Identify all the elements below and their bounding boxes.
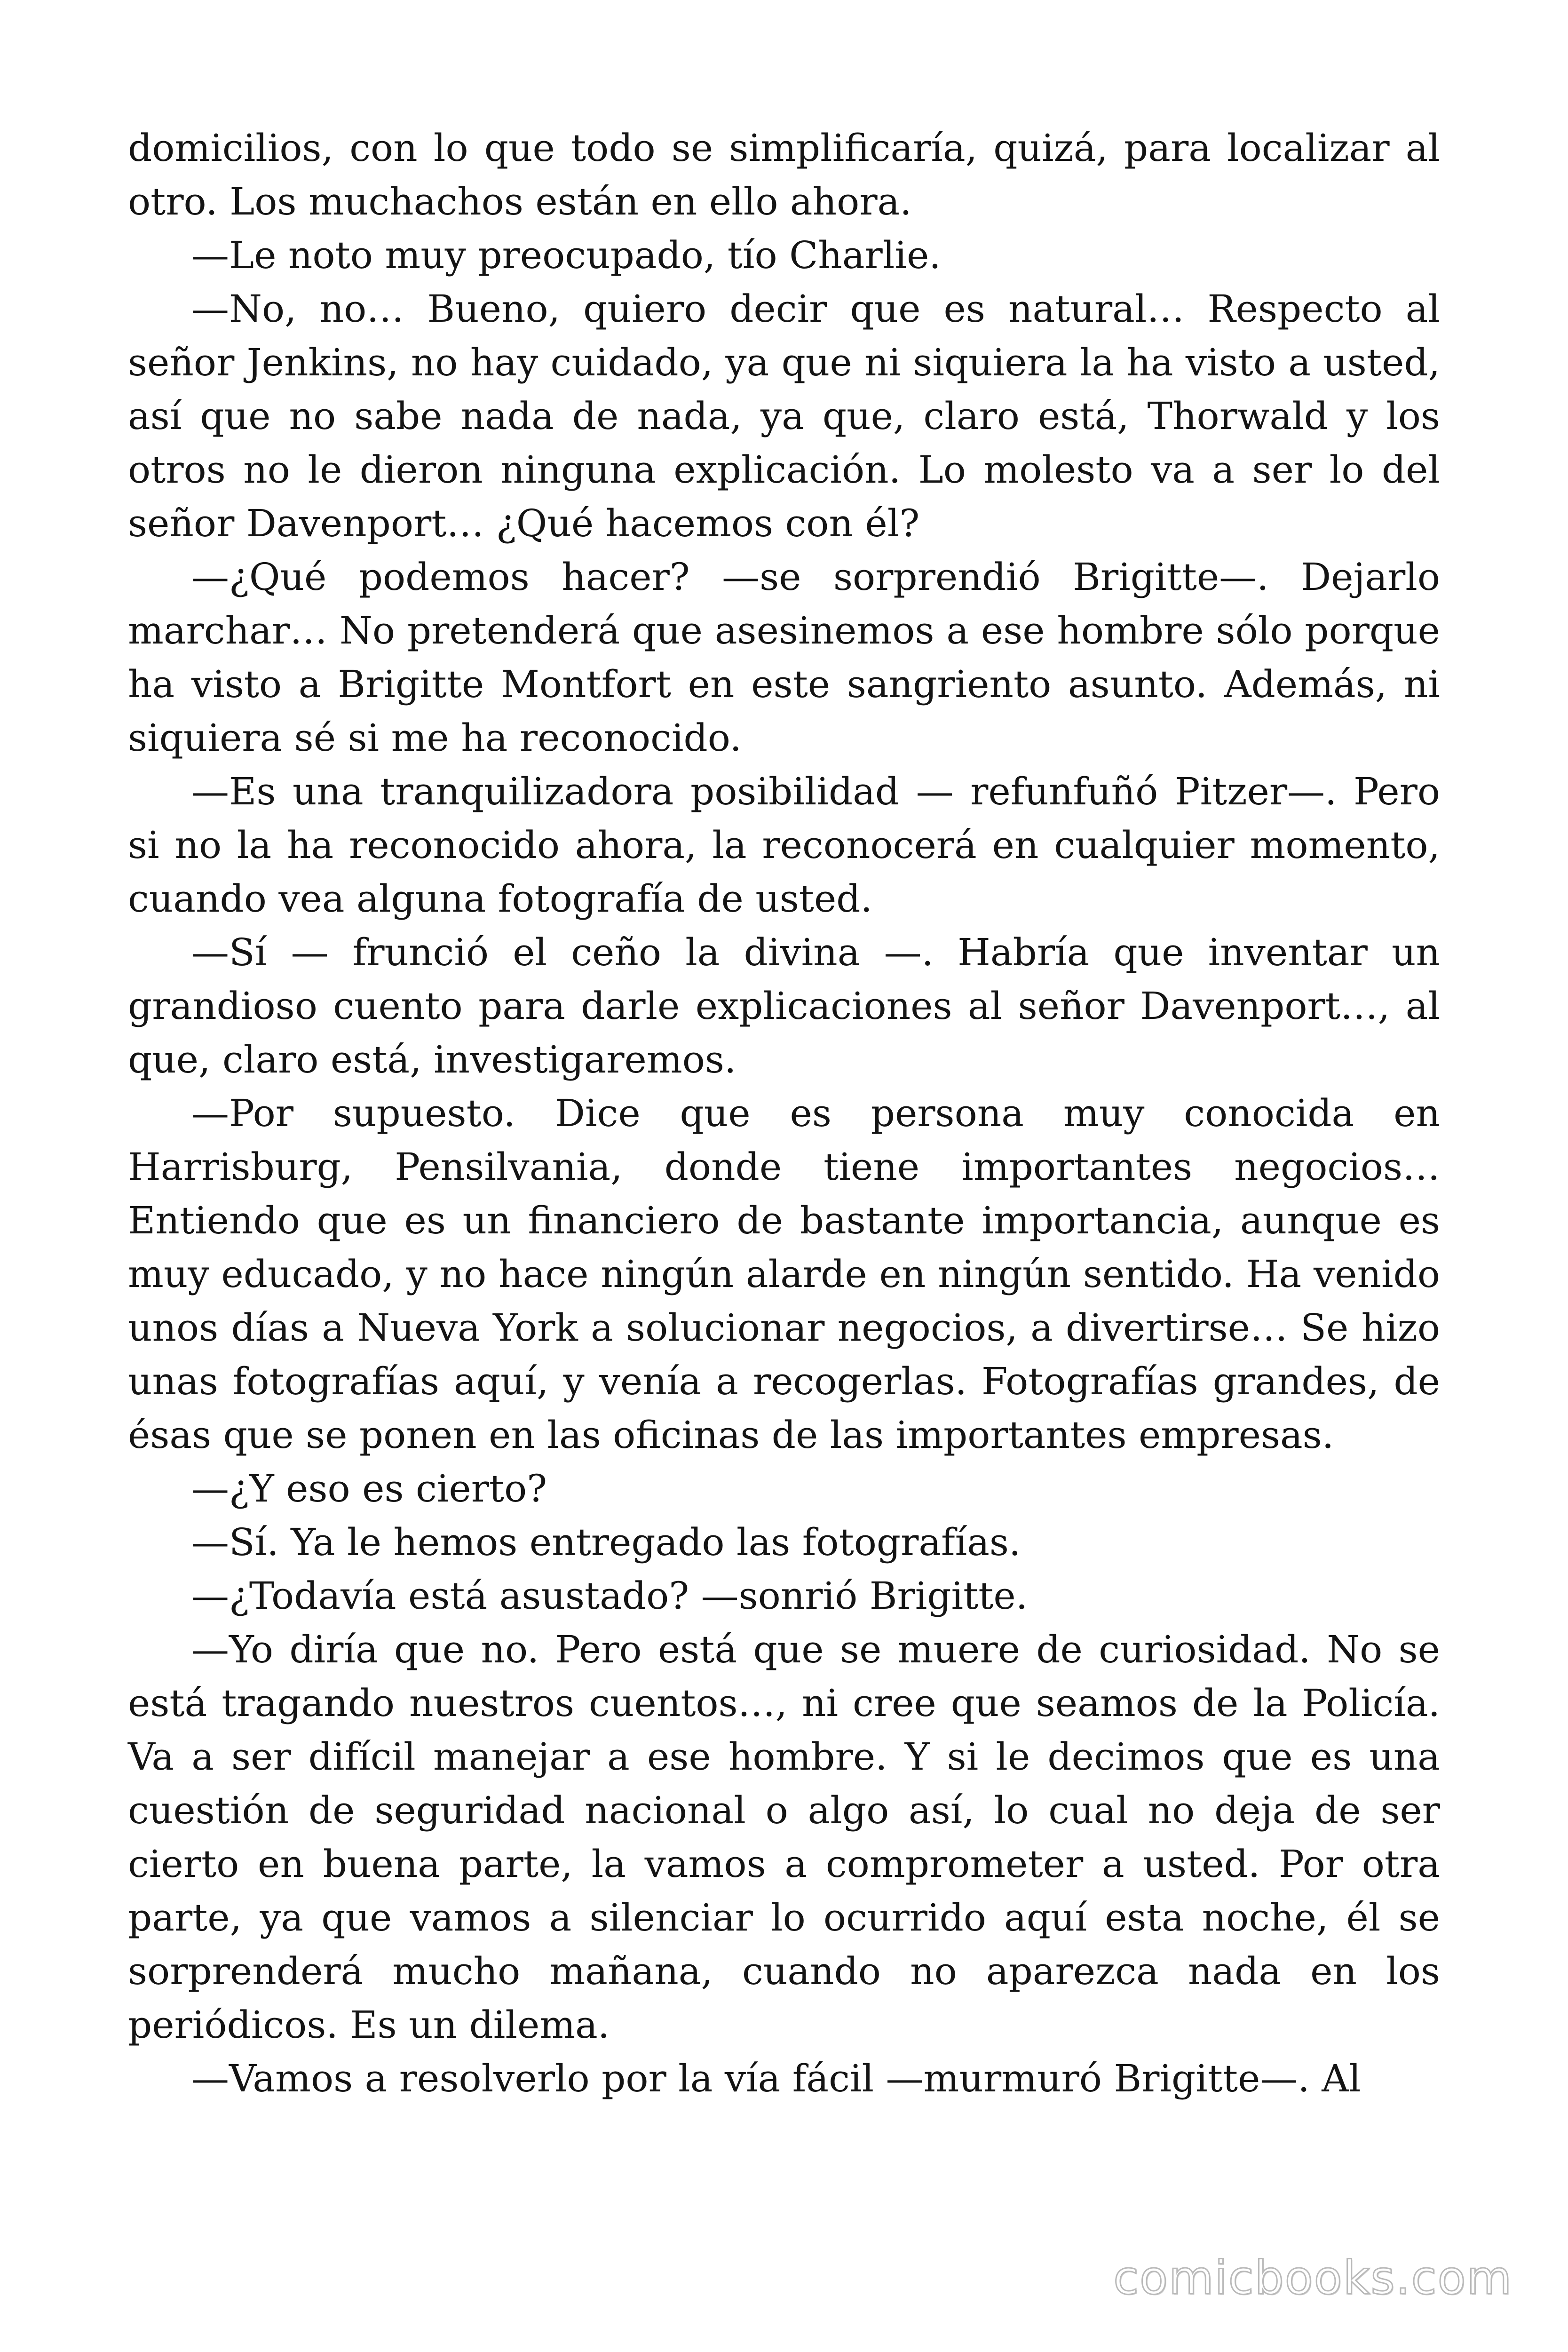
paragraph-1: domicilios, con lo que todo se simplificaría, quizá, para localizar al otro. Los muchachos están en ello ahora.: [128, 126, 1440, 223]
paragraph-11: —Yo diría que no. Pero está que se muere de curiosidad. No se está tragando nuestros cuentos…, ni cree que seamos de la Policía. Va a ser difícil manejar a ese hombre. Y si le decimos que es una cuestión de seguridad nacional o algo así, lo cual no deja de ser cierto en buena parte, la vamos a comprometer a usted. Por otra parte, ya que vamos a silenciar lo ocurrido aquí esta noche, él se sorprenderá mucho mañana, cuando no aparezca nada en los periódicos. Es un dilema.: [128, 1628, 1440, 2047]
paragraph-4: —¿Qué podemos hacer? —se sorprendió Brigitte—. Dejarlo marchar… No pretenderá que asesinemos a ese hombre sólo porque ha visto a Brigitte Montfort en este sangriento asunto. Además, ni siquiera sé si me ha reconocido.: [128, 555, 1440, 760]
paragraph-9: —Sí. Ya le hemos entregado las fotografías.: [191, 1520, 1021, 1564]
paragraph-8: —¿Y eso es cierto?: [191, 1467, 547, 1510]
paragraph-7: —Por supuesto. Dice que es persona muy conocida en Harrisburg, Pensilvania, donde tiene importantes negocios… Entiendo que es un financiero de bastante importancia, aunque es muy educado, y no hace ningún alarde en ningún sentido. Ha venido unos días a Nueva York a solucionar negocios, a divertirse… Se hizo unas fotografías aquí, y venía a recogerlas. Fotografías grandes, de ésas que se ponen en las oficinas de las importantes empresas.: [128, 1091, 1440, 1457]
watermark: comicbooks.com: [1113, 2251, 1513, 2305]
paragraph-3: —No, no… Bueno, quiero decir que es natural… Respecto al señor Jenkins, no hay cuidado, ya que ni siquiera la ha visto a usted, así que no sabe nada de nada, ya que, claro está, Thorwald y los otros no le dieron ninguna explicación. Lo molesto va a ser lo del señor Davenport… ¿Qué hacemos con él?: [128, 287, 1440, 545]
paragraph-6: —Sí — frunció el ceño la divina —. Habría que inventar un grandioso cuento para darle explicaciones al señor Davenport…, al que, claro está, investigaremos.: [128, 930, 1440, 1081]
paragraph-5: —Es una tranquilizadora posibilidad — refunfuñó Pitzer—. Pero si no la ha reconocido ahora, la reconocerá en cualquier momento, cuando vea alguna fotografía de usted.: [128, 770, 1440, 921]
page-body: [128, 121, 1440, 2106]
paragraph-10: —¿Todavía está asustado? —sonrió Brigitte.: [191, 1574, 1028, 1618]
paragraph-12: —Vamos a resolverlo por la vía fácil —murmuró Brigitte—. Al: [191, 2057, 1361, 2100]
paragraph-2: —Le noto muy preocupado, tío Charlie.: [191, 233, 941, 277]
